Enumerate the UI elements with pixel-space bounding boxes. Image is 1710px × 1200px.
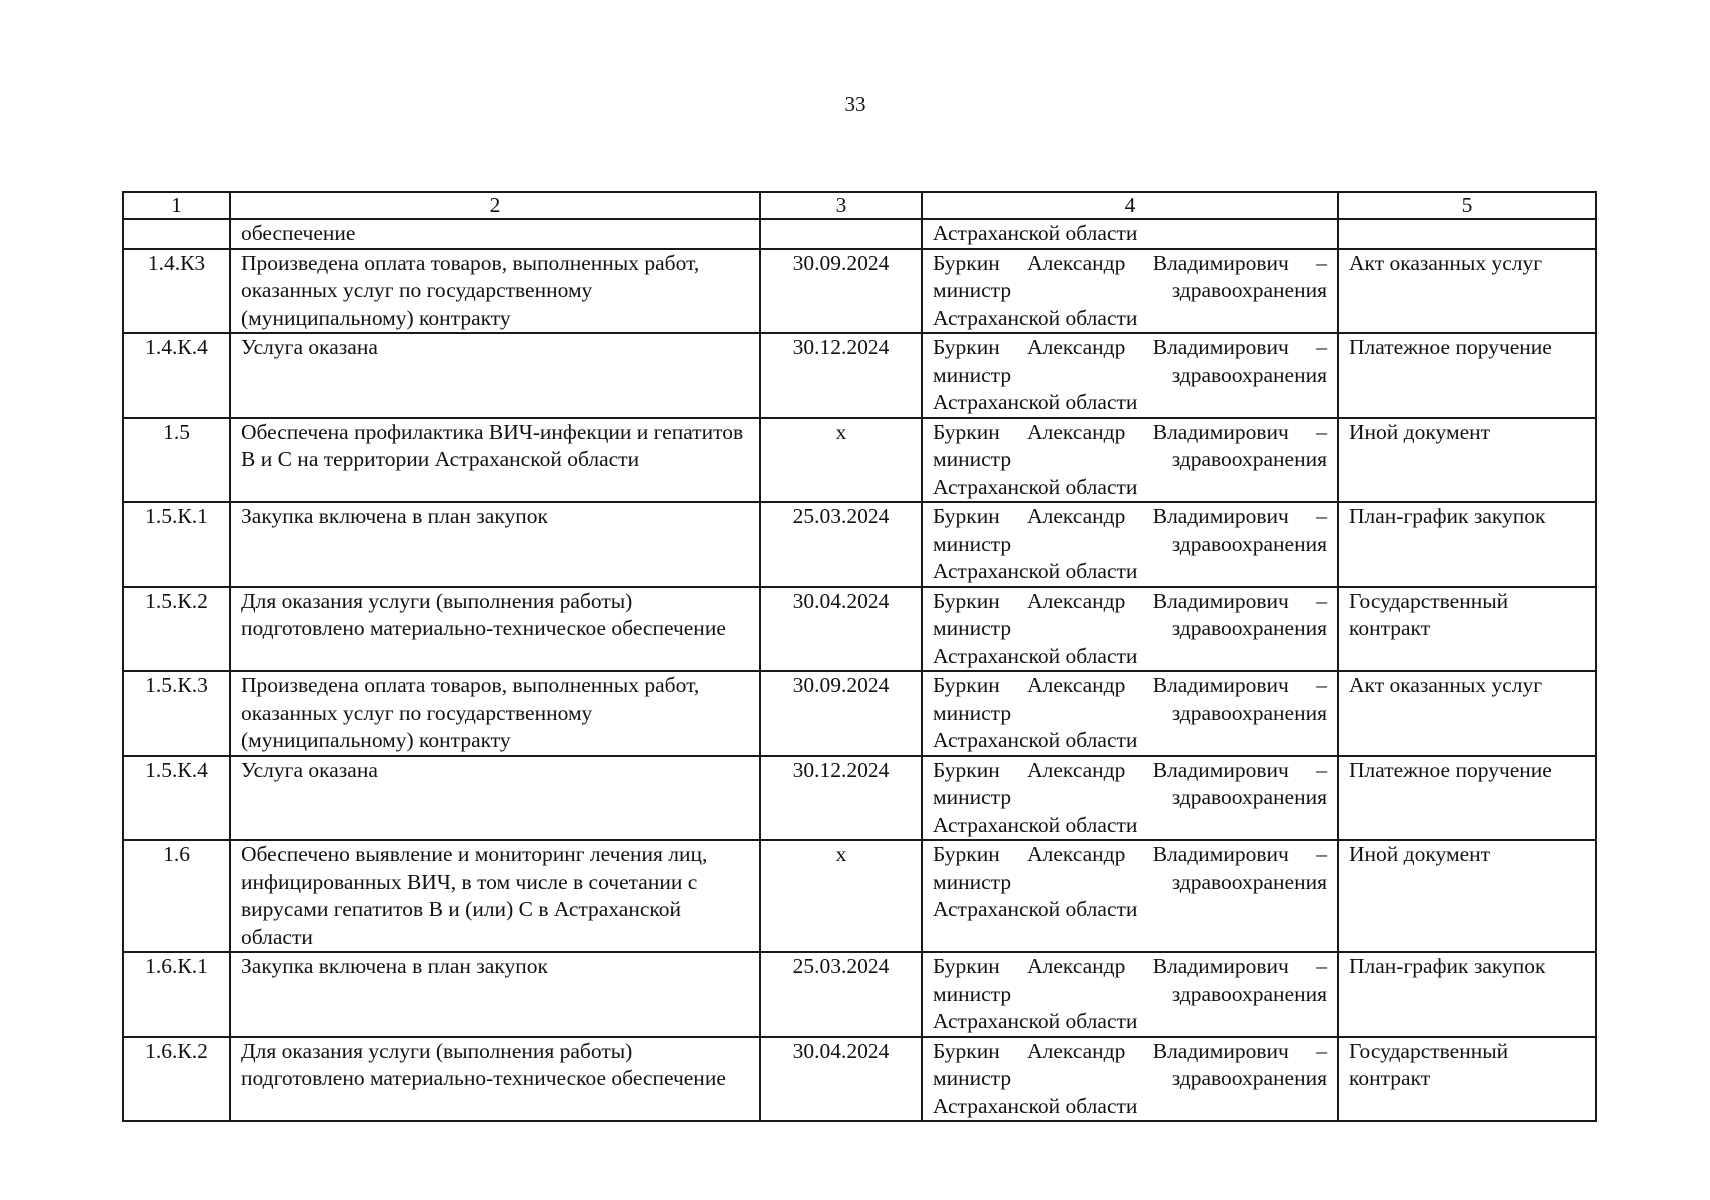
row-date: х — [760, 840, 922, 952]
row-responsible — [922, 1037, 1338, 1122]
row-document: Государственный контракт — [1338, 587, 1596, 672]
responsible-name-word: – — [1316, 1038, 1327, 1063]
row-document: Платежное поручение — [1338, 333, 1596, 418]
responsible-name-word: Владимирович — [1152, 419, 1289, 444]
page-number: 33 — [844, 92, 866, 116]
row-responsible — [922, 418, 1338, 503]
responsible-org: Астраханской области — [933, 728, 1138, 752]
responsible-name — [933, 841, 1327, 869]
responsible-position-word: здравоохранения — [1171, 447, 1327, 471]
responsible-position — [933, 869, 1327, 897]
responsible-name-word: – — [1316, 419, 1327, 444]
responsible-position-word: здравоохранения — [1171, 700, 1327, 725]
row-responsible — [922, 249, 1338, 334]
row-code: 1.5.К.3 — [123, 671, 230, 756]
row-responsible — [922, 219, 1338, 249]
row-code: 1.5.К.1 — [123, 502, 230, 587]
row-responsible — [922, 587, 1338, 672]
responsible-name-word: Александр — [1027, 588, 1126, 613]
responsible-name-word: Александр — [1027, 842, 1126, 866]
responsible-org: Астраханской области — [933, 305, 1138, 330]
responsible-name-word: Александр — [1027, 250, 1126, 275]
row-document: Государственный контракт — [1338, 1037, 1596, 1122]
responsible-name-word: – — [1316, 504, 1327, 528]
row-document: Платежное поручение — [1338, 756, 1596, 841]
row-code: 1.6 — [123, 840, 230, 952]
row-event: Обеспечено выявление и мониторинг лечения лиц, инфицированных ВИЧ, в том числе в сочетании с вирусами гепатитов В и (или) С в Астраханской области — [230, 840, 760, 952]
responsible-name-word: Александр — [1027, 954, 1126, 978]
header-col-3: 3 — [760, 192, 922, 219]
row-responsible — [922, 840, 1338, 952]
responsible-position — [933, 784, 1327, 812]
row-event: Закупка включена в план закупок — [230, 502, 760, 587]
responsible-name-word: Буркин — [933, 504, 1000, 528]
responsible-position-word: здравоохранения — [1171, 1066, 1327, 1090]
responsible-name-word: Буркин — [933, 250, 1000, 275]
row-date: 30.09.2024 — [760, 249, 922, 334]
responsible-position-word: министр — [933, 531, 1012, 556]
responsible-name-word: Владимирович — [1152, 504, 1289, 528]
row-code: 1.4.К3 — [123, 249, 230, 334]
row-event: Услуга оказана — [230, 756, 760, 841]
row-event: Произведена оплата товаров, выполненных работ, оказанных услуг по государственному (муниципальному) контракту — [230, 671, 760, 756]
row-date: 25.03.2024 — [760, 952, 922, 1037]
responsible-position — [933, 277, 1327, 305]
responsible-org: Астраханской области — [933, 897, 1138, 921]
responsible-name-word: – — [1316, 757, 1327, 782]
responsible-position-word: здравоохранения — [1171, 278, 1327, 302]
responsible-name-word: – — [1316, 588, 1327, 613]
row-code: 1.4.К.4 — [123, 333, 230, 418]
responsible-name-word: Буркин — [933, 335, 1000, 359]
row-date: 30.04.2024 — [760, 1037, 922, 1122]
responsible-position-word: здравоохранения — [1171, 785, 1327, 809]
responsible-name — [933, 503, 1327, 531]
responsible-name-word: Владимирович — [1152, 842, 1289, 866]
responsible-org: Астраханской области — [933, 474, 1138, 499]
responsible-name-word: Буркин — [933, 673, 1000, 697]
responsible-position — [933, 981, 1327, 1009]
row-date: 30.09.2024 — [760, 671, 922, 756]
row-event: Услуга оказана — [230, 333, 760, 418]
responsible-name-word: Буркин — [933, 842, 1000, 866]
row-code: 1.6.К.2 — [123, 1037, 230, 1122]
responsible-name-word: Владимирович — [1152, 335, 1289, 359]
table-row — [123, 671, 1596, 756]
responsible-name-word: Буркин — [933, 1038, 1000, 1063]
responsible-position — [933, 700, 1327, 728]
responsible-position-word: здравоохранения — [1171, 616, 1327, 640]
responsible-org: Астраханской области — [933, 1093, 1138, 1118]
table-row — [123, 587, 1596, 672]
table-row — [123, 333, 1596, 418]
responsible-position-word: министр — [933, 981, 1012, 1006]
row-document: Иной документ — [1338, 840, 1596, 952]
row-code: 1.5.К.4 — [123, 756, 230, 841]
responsible-name-word: – — [1316, 250, 1327, 275]
responsible-name — [933, 250, 1327, 278]
row-event: Произведена оплата товаров, выполненных работ, оказанных услуг по государственному (муниципальному) контракту — [230, 249, 760, 334]
responsible-position-word: министр — [933, 869, 1012, 894]
responsible-name-word: Буркин — [933, 419, 1000, 444]
table-row — [123, 219, 1596, 249]
header-col-2: 2 — [230, 192, 760, 219]
responsible-name-word: – — [1316, 335, 1327, 359]
responsible-name — [933, 757, 1327, 785]
row-date: х — [760, 418, 922, 503]
responsible-name-word: Владимирович — [1152, 1038, 1289, 1063]
row-responsible — [922, 502, 1338, 587]
row-document: Акт оказанных услуг — [1338, 249, 1596, 334]
responsible-position-word: министр — [933, 785, 1012, 809]
responsible-name-word: Буркин — [933, 757, 1000, 782]
header-col-1: 1 — [123, 192, 230, 219]
responsible-name-word: Владимирович — [1152, 673, 1289, 697]
responsible-name — [933, 588, 1327, 616]
row-code: 1.5.К.2 — [123, 587, 230, 672]
row-event: Закупка включена в план закупок — [230, 952, 760, 1037]
table-row — [123, 840, 1596, 952]
row-code: 1.6.К.1 — [123, 952, 230, 1037]
responsible-position-word: здравоохранения — [1171, 362, 1327, 387]
row-responsible — [922, 333, 1338, 418]
table-row — [123, 952, 1596, 1037]
table-row — [123, 502, 1596, 587]
responsible-name-word: – — [1316, 954, 1327, 978]
responsible-org: Астраханской области — [933, 221, 1138, 245]
responsible-org: Астраханской области — [933, 559, 1138, 583]
row-event: обеспечение — [230, 219, 760, 249]
responsible-name-word: Александр — [1027, 419, 1126, 444]
responsible-org: Астраханской области — [933, 643, 1138, 668]
responsible-name-word: Владимирович — [1152, 757, 1289, 782]
row-date — [760, 219, 922, 249]
table-row — [123, 249, 1596, 334]
row-document — [1338, 219, 1596, 249]
responsible-name-word: Буркин — [933, 954, 1000, 978]
row-code: 1.5 — [123, 418, 230, 503]
responsible-name-word: – — [1316, 842, 1327, 866]
responsible-position — [933, 446, 1327, 474]
responsible-position — [933, 531, 1327, 559]
responsible-org: Астраханской области — [933, 812, 1138, 837]
responsible-position-word: министр — [933, 362, 1012, 387]
row-date: 30.04.2024 — [760, 587, 922, 672]
row-event: Для оказания услуги (выполнения работы) подготовлено материально-техническое обеспечение — [230, 587, 760, 672]
row-document: Иной документ — [1338, 418, 1596, 503]
responsible-name — [933, 672, 1327, 700]
row-responsible — [922, 952, 1338, 1037]
row-date: 30.12.2024 — [760, 333, 922, 418]
responsible-name-word: Александр — [1027, 757, 1126, 782]
responsible-position-word: министр — [933, 616, 1012, 640]
table-row — [123, 418, 1596, 503]
responsible-position-word: здравоохранения — [1171, 531, 1327, 556]
responsible-position-word: министр — [933, 700, 1012, 725]
table-row — [123, 1037, 1596, 1122]
row-code — [123, 219, 230, 249]
responsible-name — [933, 1038, 1327, 1066]
header-col-5: 5 — [1338, 192, 1596, 219]
row-date: 25.03.2024 — [760, 502, 922, 587]
responsible-position — [933, 1065, 1327, 1093]
responsible-name-word: Александр — [1027, 335, 1126, 359]
responsible-name-word: Владимирович — [1152, 250, 1289, 275]
responsible-position — [933, 615, 1327, 643]
responsible-position-word: министр — [933, 447, 1012, 471]
row-date: 30.12.2024 — [760, 756, 922, 841]
responsible-name-word: Александр — [1027, 1038, 1126, 1063]
responsible-position-word: министр — [933, 1066, 1012, 1090]
row-responsible — [922, 671, 1338, 756]
row-document: План-график закупок — [1338, 952, 1596, 1037]
responsible-position — [933, 362, 1327, 390]
plan-table — [122, 191, 1597, 1122]
responsible-name-word: – — [1316, 673, 1327, 697]
header-col-4: 4 — [922, 192, 1338, 219]
responsible-position-word: министр — [933, 278, 1012, 302]
table-row — [123, 756, 1596, 841]
responsible-name — [933, 953, 1327, 981]
responsible-position-word: здравоохранения — [1171, 981, 1327, 1006]
responsible-name-word: Буркин — [933, 588, 1000, 613]
header-row — [123, 192, 1596, 219]
row-responsible — [922, 756, 1338, 841]
row-event: Обеспечена профилактика ВИЧ-инфекции и гепатитов В и С на территории Астраханской области — [230, 418, 760, 503]
responsible-position-word: здравоохранения — [1171, 869, 1327, 894]
responsible-name-word: Александр — [1027, 673, 1126, 697]
responsible-org: Астраханской области — [933, 390, 1138, 414]
responsible-name-word: Александр — [1027, 504, 1126, 528]
responsible-name-word: Владимирович — [1152, 588, 1289, 613]
row-document: Акт оказанных услуг — [1338, 671, 1596, 756]
row-event: Для оказания услуги (выполнения работы) подготовлено материально-техническое обеспечение — [230, 1037, 760, 1122]
responsible-name-word: Владимирович — [1152, 954, 1289, 978]
responsible-name — [933, 419, 1327, 447]
responsible-name — [933, 334, 1327, 362]
table-body — [123, 219, 1596, 1121]
row-document: План-график закупок — [1338, 502, 1596, 587]
responsible-org: Астраханской области — [933, 1009, 1138, 1033]
